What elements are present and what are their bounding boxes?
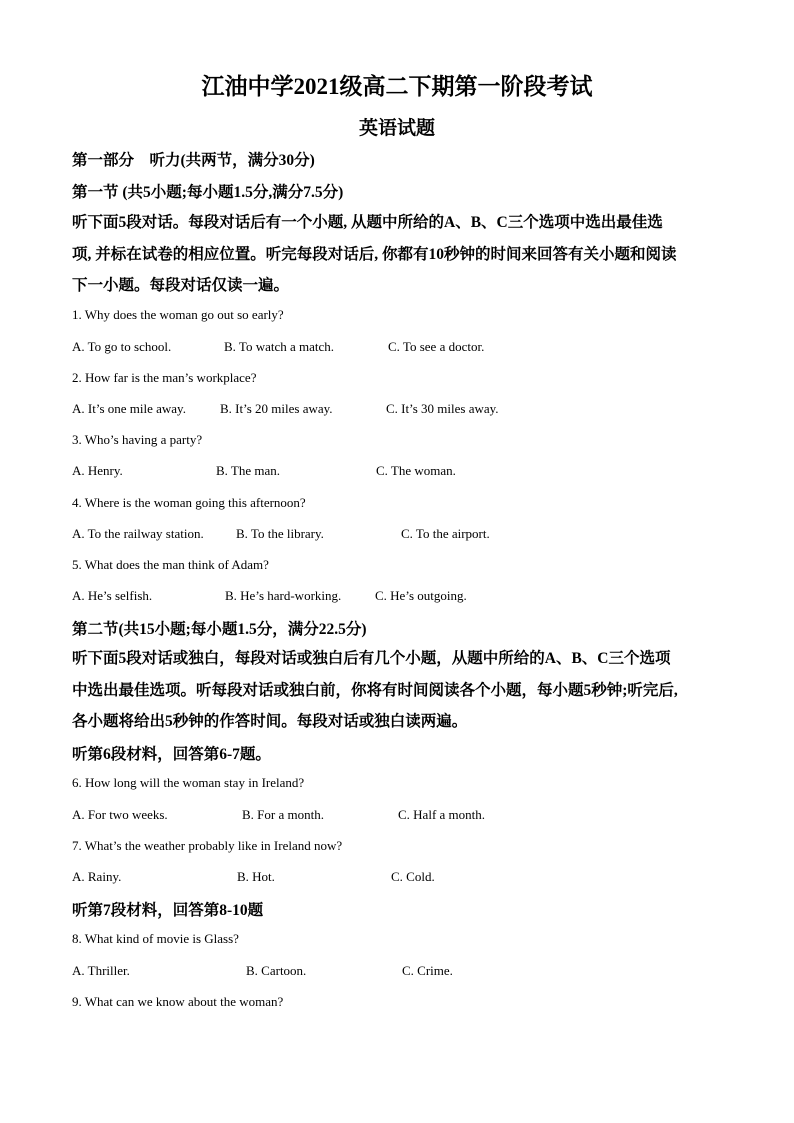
options-2 bbox=[72, 401, 722, 419]
option-a: A. It’s one mile away. bbox=[72, 401, 186, 416]
instruction-line: 各小题将给出5秒钟的作答时间。每段对话或独白读两遍。 bbox=[72, 713, 468, 730]
options-1 bbox=[72, 339, 722, 357]
section2-instructions bbox=[72, 643, 722, 738]
instruction-line: 下一小题。每段对话仅读一遍。 bbox=[72, 277, 290, 294]
question-8: 8. What kind of movie is Glass? bbox=[72, 931, 239, 946]
options-8 bbox=[72, 963, 722, 981]
option-c: C. To the airport. bbox=[401, 526, 490, 541]
option-a: A. For two weeks. bbox=[72, 807, 168, 822]
exam-subtitle: 英语试题 bbox=[358, 118, 435, 139]
option-b: B. To watch a match. bbox=[224, 339, 335, 354]
option-a: A. Rainy. bbox=[72, 869, 122, 884]
option-c: C. Half a month. bbox=[398, 807, 486, 822]
option-b: B. To the library. bbox=[236, 526, 324, 541]
option-c: C. To see a doctor. bbox=[388, 339, 485, 354]
question-7: 7. What’s the weather probably like in Ireland now? bbox=[72, 838, 343, 853]
section1-instructions bbox=[72, 207, 722, 302]
instruction-line: 听下面5段对话。每段对话后有一个小题, 从题中所给的A、B、C三个选项中选出最佳选 bbox=[72, 214, 663, 231]
option-a: A. Thriller. bbox=[72, 963, 130, 978]
question-4: 4. Where is the woman going this afternoon? bbox=[72, 495, 306, 510]
option-b: B. For a month. bbox=[242, 807, 324, 822]
option-c: C. It’s 30 miles away. bbox=[386, 401, 499, 416]
part1-heading: 第一部分 听力(共两节，满分30分) bbox=[72, 152, 315, 169]
option-a: A. To go to school. bbox=[72, 339, 172, 354]
options-5 bbox=[72, 588, 722, 606]
option-c: C. The woman. bbox=[376, 463, 456, 478]
option-a: A. Henry. bbox=[72, 463, 123, 478]
question-5: 5. What does the man think of Adam? bbox=[72, 557, 269, 572]
options-4 bbox=[72, 526, 722, 544]
option-c: C. Crime. bbox=[402, 963, 453, 978]
instruction-line: 听下面5段对话或独白，每段对话或独白后有几个小题，从题中所给的A、B、C三个选项 bbox=[72, 650, 671, 667]
options-6 bbox=[72, 807, 722, 825]
question-2: 2. How far is the man’s workplace? bbox=[72, 370, 257, 385]
instruction-line: 项, 并标在试卷的相应位置。听完每段对话后, 你都有10秒钟的时间来回答有关小题和阅读 bbox=[72, 245, 677, 263]
question-1: 1. Why does the woman go out so early? bbox=[72, 307, 284, 322]
question-6: 6. How long will the woman stay in Ireland? bbox=[72, 775, 305, 790]
option-b: B. He’s hard-working. bbox=[225, 588, 342, 603]
option-b: B. Cartoon. bbox=[246, 963, 307, 978]
instruction-line: 中选出最佳选项。听每段对话或独白前，你将有时间阅读各个小题，每小题5秒钟;听完后, bbox=[72, 681, 678, 699]
section1-heading: 第一节 (共5小题;每小题1.5分,满分7.5分) bbox=[72, 184, 344, 201]
question-9: 9. What can we know about the woman? bbox=[72, 994, 284, 1009]
material-6-heading: 听第6段材料，回答第6-7题。 bbox=[72, 746, 271, 763]
option-b: B. It’s 20 miles away. bbox=[220, 401, 333, 416]
exam-title: 江油中学2021级高二下期第一阶段考试 bbox=[201, 74, 593, 99]
option-a: A. To the railway station. bbox=[72, 526, 204, 541]
option-c: C. He’s outgoing. bbox=[375, 588, 467, 603]
option-b: B. Hot. bbox=[237, 869, 275, 884]
option-a: A. He’s selfish. bbox=[72, 588, 153, 603]
option-c: C. Cold. bbox=[391, 869, 435, 884]
options-7 bbox=[72, 869, 722, 887]
question-3: 3. Who’s having a party? bbox=[72, 432, 203, 447]
options-3 bbox=[72, 463, 722, 481]
section2-heading: 第二节(共15小题;每小题1.5分，满分22.5分) bbox=[72, 621, 367, 638]
material-7-heading: 听第7段材料，回答第8-10题 bbox=[72, 902, 264, 919]
option-b: B. The man. bbox=[216, 463, 281, 478]
